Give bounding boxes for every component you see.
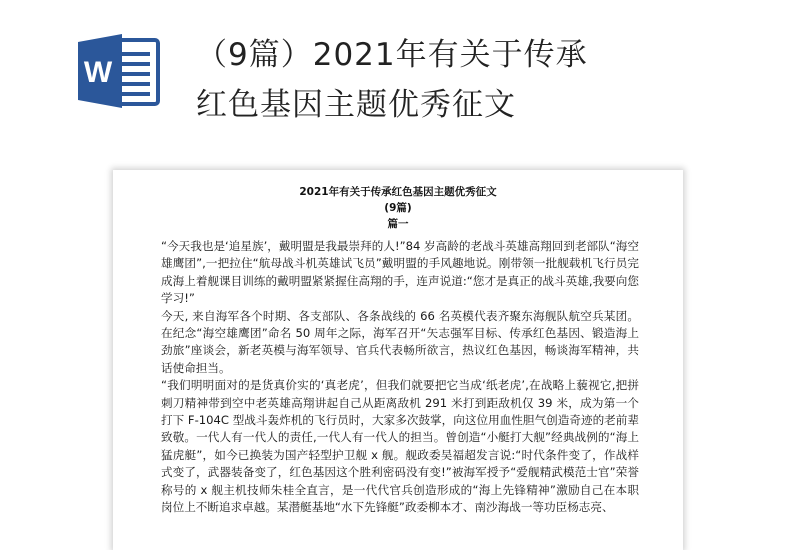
cover-title-line-2: 红色基因主题优秀征文 bbox=[196, 87, 516, 123]
document-section-label: 篇一 bbox=[387, 218, 409, 230]
document-heading: 2021年有关于传承红色基因主题优秀征文 bbox=[299, 186, 497, 198]
cover-title bbox=[196, 30, 776, 130]
document-body bbox=[161, 238, 639, 517]
document-subheading: (9篇) bbox=[384, 202, 412, 214]
word-document-icon bbox=[76, 32, 164, 110]
word-icon-letter: W bbox=[83, 56, 113, 89]
cover-title-line-1: （9篇）2021年有关于传承 bbox=[196, 37, 588, 73]
document-header bbox=[113, 184, 683, 232]
paragraph-2: 今天, 来自海军各个时期、各支部队、各条战线的 66 名英模代表齐聚东海舰队航空兵某团。在纪念“海空雄鹰团”命名 50 周年之际，海军召开“矢志强军目标、传承红色基因、锻造海上劲旅”座谈会，新老英模与海军领导、官兵代表畅所欲言，热议红色基因，畅谈海军精神，共话使命担当。 bbox=[161, 308, 639, 375]
document-page bbox=[113, 170, 683, 550]
paragraph-3: “我们明明面对的是货真价实的‘真老虎’，但我们就要把它当成‘纸老虎’,在战略上藐视它,把拼刺刀精神带到空中老英雄高翔讲起自己从距离敌机 291 米打到距敌机仅 39 米，成为第一个打下 F-104C 型战斗轰炸机的飞行员时，大家多次鼓掌，向这位用血性胆气创造奇迹的老前辈致敬。一代人有一代人的责任,一代人有一代人的担当。曾创造“小艇打大舰”经典战例的“海上猛虎艇”，如今已换装为国产轻型护卫舰 x 舰。舰政委吴福超发言说:“时代条件变了，作战样式变了，武器装备变了，红色基因这个胜利密码没有变!”被海军授予“爱舰精武模范士官”荣誉称号的 x 舰主机技师朱桂全直言，是一代代官兵创造形成的“海上先锋精神”激励自己在本职岗位上不断追求卓越。某潜艇基地“水下先锋艇”政委柳本才、南沙海战一等功臣杨志亮、 bbox=[161, 378, 639, 515]
paragraph-1: “今天我也是‘追星族’，戴明盟是我最崇拜的人!”84 岁高龄的老战斗英雄高翔回到老部队“海空雄鹰团”,一把拉住“航母战斗机英雄试飞员”戴明盟的手风趣地说。刚带领一批舰载机飞行员完成海上着舰课目训练的戴明盟紧紧握住高翔的手，连声说道:“您才是真正的战斗英雄,我要向您学习!” bbox=[161, 239, 639, 306]
